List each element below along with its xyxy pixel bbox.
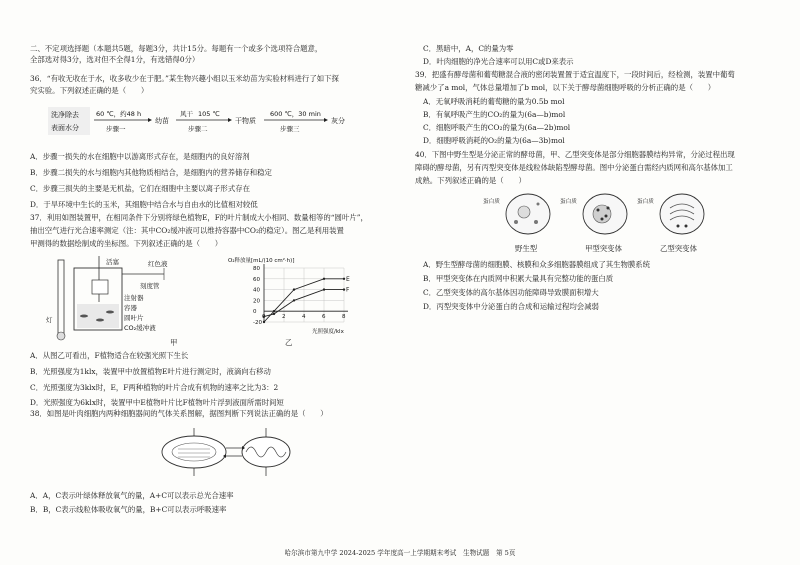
flow-seedling: 幼苗 <box>155 117 169 125</box>
protein-label-1: 蛋白质 <box>483 199 500 205</box>
q37-oxygen-chart <box>226 254 386 336</box>
q39-option-c: C．细胞呼吸产生的CO₂的量为(6a—2b)mol <box>423 123 571 132</box>
q37-option-b: B．光照强度为1klx，装置甲中放置植物E叶片进行测定时，液滴向右移动 <box>30 367 271 376</box>
q38-stem: 38．如图是叶肉细胞内两种细胞器间的气体关系图解，据图判断下列说法正确的是（ ） <box>30 409 328 418</box>
x-tick-label: 2 <box>282 314 286 321</box>
q36-option-a: A．步骤一损失的水在细胞中以游离形式存在，是细胞内的良好溶剂 <box>30 152 250 161</box>
label-container: 容器 <box>124 304 137 312</box>
q39-stem-1: 39．把盛有酵母菌和葡萄糖混合液的密闭装置置于适宜温度下，一段时间后，经检测，装置中葡萄 <box>415 70 735 79</box>
q38-option-b: B．B，C表示线粒体吸收氧气的量，B+C可以表示呼吸速率 <box>30 505 227 514</box>
q37-option-d: D．光照强度为6klx时，装置甲中E植物叶片比F植物叶片浮到液面所需时间短 <box>30 398 284 407</box>
section-title: 二、不定项选择题 <box>30 44 90 53</box>
q37-apparatus-figure <box>44 254 214 346</box>
series-label-E: E <box>346 275 350 283</box>
flow-arrow-2-a: 风干 <box>180 110 193 118</box>
figure-yi-caption: 乙 <box>285 338 293 347</box>
protein-label-2: 蛋白质 <box>560 199 577 205</box>
y-tick-label: 60 <box>253 276 260 283</box>
y-axis-label: O₂释放量[mL/(10 cm²·h)] <box>228 258 295 264</box>
q36-stem-2: 究实验。下列叙述正确的是（ ） <box>30 86 149 95</box>
series-point-E <box>343 278 345 280</box>
label-co2-buffer: CO₂缓冲液 <box>124 324 156 332</box>
q39-stem-2: 糖减少了a mol，气体总量增加了b mol，以下关于酵母菌细胞呼吸的分析正确的是（ ） <box>415 83 716 92</box>
flow-arrow-3-label: 600 ℃，30 min <box>270 110 321 118</box>
q40-option-c: C．乙型突变体的高尔基体因功能障碍导致膜面积增大 <box>423 288 599 297</box>
q40-option-d: D．丙型突变体中分泌蛋白的合成和运输过程均会减弱 <box>423 302 599 311</box>
q36-stem-1: 36．“有收无收在于水，收多收少在于肥。”某生物兴趣小组以玉米幼苗为实验材料进行了如下探 <box>30 74 339 83</box>
q38-option-c: C．黑暗中，A，C的量为零 <box>423 44 514 53</box>
flow-arrow-1-step: 步骤一 <box>106 125 126 133</box>
q37-stem-2: 抽出空气进行光合速率测定（注：其中CO₂缓冲液可以维持容器中CO₂的稳定）。图乙是利用装置 <box>30 226 344 235</box>
series-point-F <box>293 299 295 301</box>
section-heading: 二、不定项选择题（本题共5题，每题3分，共计15分。每题有一个或多个选项符合题意， <box>30 44 323 53</box>
wild-type-caption: 野生型 <box>515 244 538 253</box>
q40-stem-2: 障碍的酵母菌，另有丙型突变体是线粒体缺陷型酵母菌。图中分泌蛋白需经内质网和高尔基体加工 <box>415 163 733 172</box>
y-tick-label: 80 <box>253 266 260 272</box>
series-point-F <box>323 288 325 290</box>
series-point-E <box>263 321 265 323</box>
x-tick-label: 4 <box>302 314 306 321</box>
q36-option-c: C．步骤三损失的主要是无机盐，它们在细胞中主要以离子形式存在 <box>30 184 250 193</box>
q40-option-b: B．甲型突变体在内质网中积累大量具有完整功能的蛋白质 <box>423 274 614 283</box>
series-point-E <box>323 278 325 280</box>
flow-arrow-2-step: 步骤二 <box>188 125 208 133</box>
q38-option-a: A．A，C表示叶绿体释放氧气的量，A+C可以表示总光合速率 <box>30 491 234 500</box>
x-tick-label: 6 <box>322 314 326 321</box>
flow-start-2: 表面水分 <box>51 124 79 132</box>
mutant-a-cell <box>583 194 627 234</box>
q36-flow-diagram <box>48 103 368 141</box>
series-point-E <box>273 310 275 312</box>
q36-option-b: B．步骤二损失的水与细胞内其他物质相结合，是细胞内的营养储存和稳定 <box>30 168 272 177</box>
flow-ash: 灰分 <box>331 117 345 125</box>
q37-option-a: A．从图乙可看出，F植物适合在较强光照下生长 <box>30 351 189 360</box>
q37-option-c: C．光照强度为3klx时，E，F两种植物的叶片合成有机物的速率之比为3：2 <box>30 383 279 392</box>
mutant-a-caption: 甲型突变体 <box>585 244 622 253</box>
series-point-E <box>293 288 295 290</box>
figure-jia-caption: 甲 <box>170 338 178 347</box>
q37-stem-1: 37．利用如图装置甲，在相同条件下分别将绿色植物E，F的叶片制成大小相同、数量相等的“圆叶片”， <box>30 213 368 222</box>
flow-arrow-1-label: 60 ℃，约48 h <box>96 110 142 118</box>
q39-option-b: B．有氧呼吸产生的CO₂的量为(6a—b)mol <box>423 110 566 119</box>
label-piston: 活塞 <box>106 258 119 266</box>
q40-cell-diagrams <box>490 188 720 244</box>
y-tick-label: 0 <box>253 309 257 316</box>
page-footer: 哈尔滨市第九中学 2024-2025 学年度高一上学期期末考试 生物试题 第 5页 <box>284 549 516 557</box>
q40-stem-3: 成熟。下列叙述正确的是（ ） <box>415 176 526 185</box>
series-point-F <box>263 315 265 317</box>
label-scale-tube: 刻度管 <box>140 282 160 290</box>
q40-option-a: A．野生型酵母菌的细胞膜、核膜和众多细胞器膜组成了其生物膜系统 <box>423 260 651 269</box>
x-tick-label: 8 <box>342 314 346 321</box>
flow-dry-matter: 干物质 <box>235 117 256 125</box>
flow-arrow-3-step: 步骤三 <box>280 125 300 133</box>
label-lamp: 灯 <box>46 316 53 324</box>
section-desc-1: 本题共5题，每题3分，共计15分。每题有一个或多个选项符合题意， <box>96 44 323 53</box>
series-label-F: F <box>346 286 350 294</box>
q37-stem-3: 甲测得的数据绘制成的坐标图。下列叙述正确的是（ ） <box>30 239 223 248</box>
label-red-liquid: 红色液 <box>148 260 168 268</box>
q40-stem-1: 40．下图中野生型是分泌正常的酵母菌，甲、乙型突变体是部分细胞器膜结构异常，分泌过程出现 <box>415 150 735 159</box>
mutant-b-cell <box>660 194 704 234</box>
flow-start-1: 洗净除去 <box>51 111 79 119</box>
y-tick-label: -20 <box>253 320 262 326</box>
y-tick-label: 20 <box>253 298 260 305</box>
q39-option-a: A．无氧呼吸消耗的葡萄糖的量为0.5b mol <box>423 97 565 106</box>
series-point-F <box>273 313 275 315</box>
q39-option-d: D．细胞呼吸消耗的O₂的量为(6a—3b)mol <box>423 136 565 145</box>
q36-option-d: D．于旱环境中生长的玉米，其细胞中结合水与自由水的比值相对较低 <box>30 200 258 209</box>
wild-type-cell <box>506 194 550 234</box>
flow-arrow-2-b: 105 ℃ <box>198 110 220 118</box>
section-desc-2: 全部选对得3分，选对但不全得1分，有选错得0分） <box>30 55 200 64</box>
mutant-b-caption: 乙型突变体 <box>660 244 697 253</box>
protein-label-3: 蛋白质 <box>637 199 654 205</box>
x-axis-label: 光照强度/klx <box>312 329 344 335</box>
series-point-F <box>343 288 345 290</box>
q38-option-d: D．叶肉细胞的净光合速率可以用C或D来表示 <box>423 57 574 66</box>
label-syringe: 注射器 <box>124 294 144 302</box>
y-tick-label: 40 <box>253 287 260 294</box>
q38-organelle-diagram <box>150 418 310 484</box>
label-leaf-disc: 圆叶片 <box>124 314 144 322</box>
